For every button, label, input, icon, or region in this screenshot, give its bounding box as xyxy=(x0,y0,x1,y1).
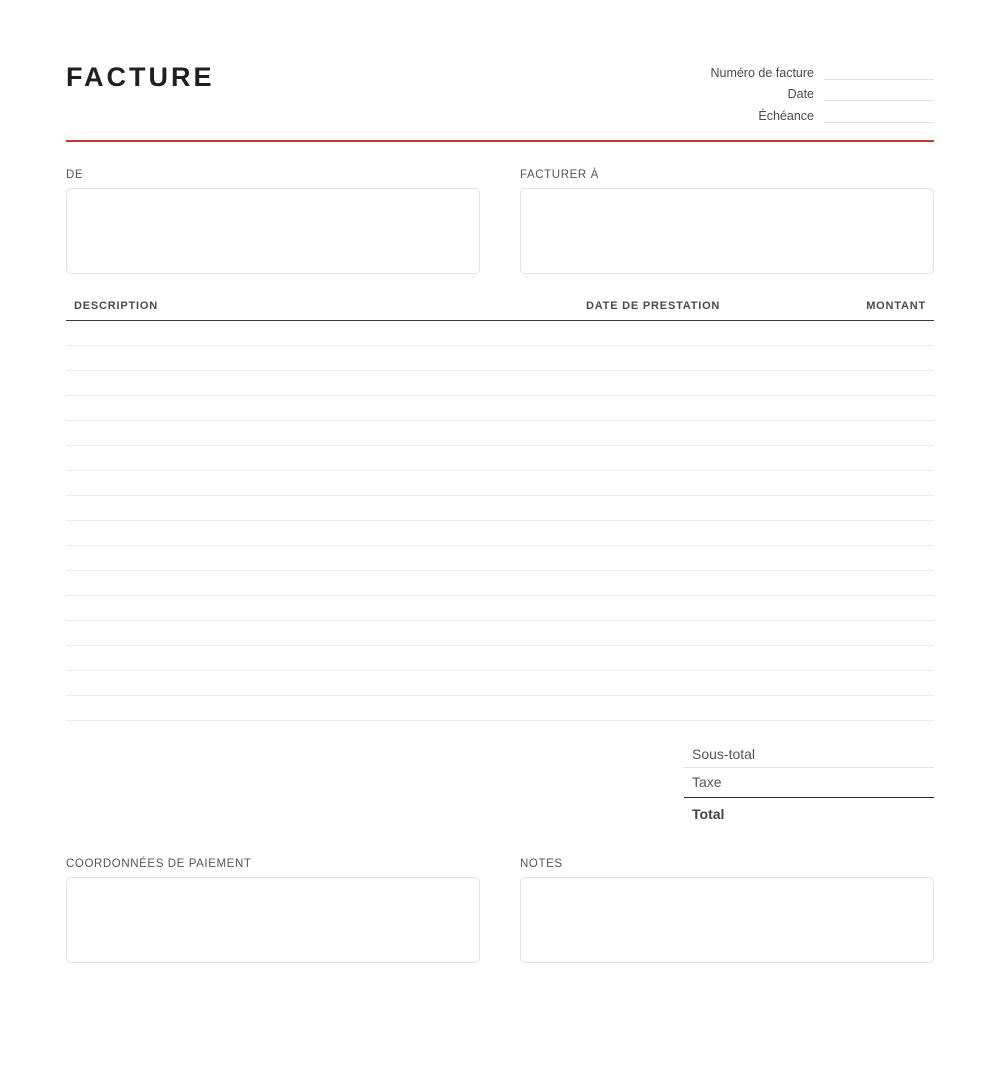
table-row[interactable] xyxy=(66,346,934,371)
from-box[interactable] xyxy=(66,188,480,274)
date-label: Date xyxy=(787,87,814,102)
due-date-label: Échéance xyxy=(758,108,814,123)
table-row[interactable] xyxy=(66,621,934,646)
column-amount: MONTANT xyxy=(866,300,926,312)
from-label: DE xyxy=(66,169,84,181)
payment-label: COORDONNÉES DE PAIEMENT xyxy=(66,858,252,870)
date-field[interactable] xyxy=(824,87,934,101)
table-row[interactable] xyxy=(66,396,934,421)
meta-row-due-date xyxy=(674,105,934,127)
notes-label: NOTES xyxy=(520,858,563,870)
tax-label: Taxe xyxy=(692,774,722,790)
table-row[interactable] xyxy=(66,496,934,521)
table-row[interactable] xyxy=(66,696,934,721)
notes-box[interactable] xyxy=(520,877,934,963)
subtotal-label: Sous-total xyxy=(692,746,756,762)
table-row[interactable] xyxy=(66,321,934,346)
table-row[interactable] xyxy=(66,446,934,471)
table-row[interactable] xyxy=(66,571,934,596)
due-date-field[interactable] xyxy=(824,109,934,123)
bill-to-label: FACTURER À xyxy=(520,169,599,181)
table-row[interactable] xyxy=(66,671,934,696)
invoice-page xyxy=(66,0,934,1090)
tax-row xyxy=(684,768,934,798)
totals-block xyxy=(684,740,934,830)
line-items xyxy=(66,321,934,721)
table-row[interactable] xyxy=(66,521,934,546)
invoice-meta xyxy=(674,62,934,127)
column-description: DESCRIPTION xyxy=(74,300,158,312)
meta-row-date xyxy=(674,84,934,106)
total-row xyxy=(684,798,934,830)
table-row[interactable] xyxy=(66,646,934,671)
meta-row-invoice-number xyxy=(674,62,934,84)
table-header xyxy=(66,300,934,321)
column-service-date: DATE DE PRESTATION xyxy=(586,300,721,312)
bill-to-box[interactable] xyxy=(520,188,934,274)
table-row[interactable] xyxy=(66,546,934,571)
subtotal-row xyxy=(684,740,934,768)
table-row[interactable] xyxy=(66,421,934,446)
table-row[interactable] xyxy=(66,471,934,496)
invoice-number-field[interactable] xyxy=(824,66,934,80)
payment-box[interactable] xyxy=(66,877,480,963)
invoice-number-label: Numéro de facture xyxy=(710,65,814,80)
header-divider xyxy=(66,140,934,142)
total-label: Total xyxy=(692,806,725,822)
invoice-title: FACTURE xyxy=(66,62,215,92)
table-row[interactable] xyxy=(66,596,934,621)
table-row[interactable] xyxy=(66,371,934,396)
